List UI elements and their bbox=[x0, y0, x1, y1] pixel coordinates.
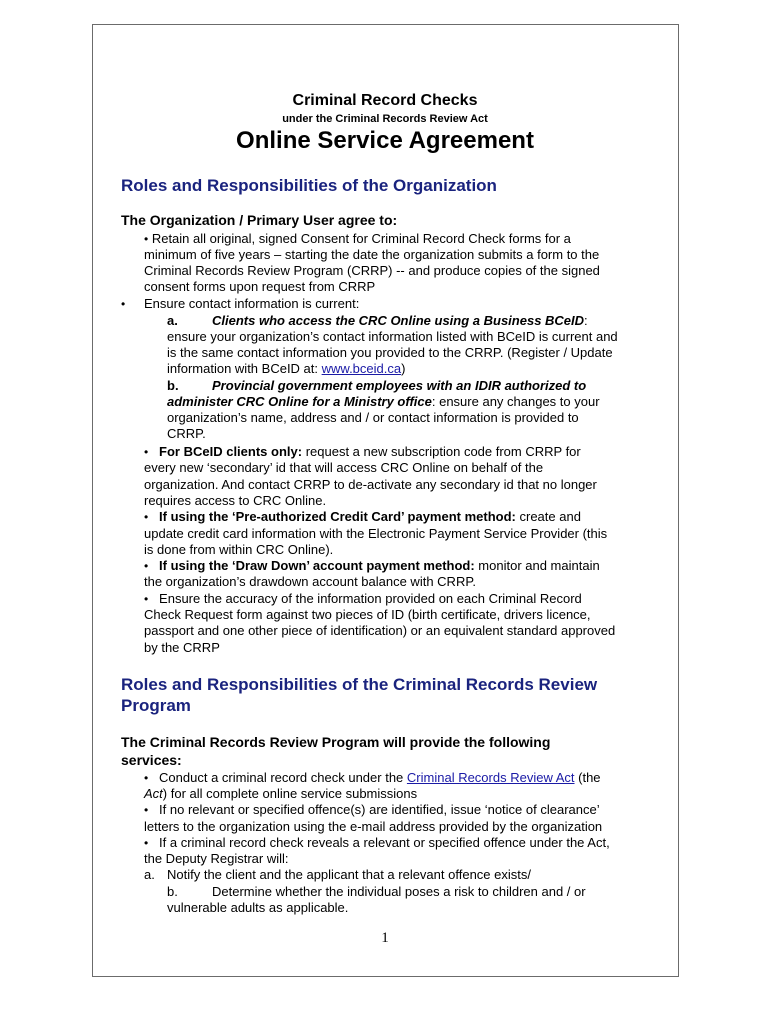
bullet-icon: • bbox=[121, 297, 126, 311]
conduct-bullet-first bbox=[144, 770, 601, 786]
accuracy-first: Ensure the accuracy of the information provided on each Criminal Record bbox=[159, 591, 582, 606]
crra-link[interactable]: Criminal Records Review Act bbox=[406, 770, 575, 785]
accuracy-line: Check Request form against two pieces of ID (birth certificate, drivers licence, bbox=[144, 607, 591, 622]
clearance-line: letters to the organization using the e-mail address provided by the organization bbox=[144, 819, 603, 834]
bullet-icon: • bbox=[144, 510, 149, 524]
item-b-bold-line2: administer CRC Online for a Ministry office bbox=[167, 394, 432, 409]
determine-item-line2: vulnerable adults as applicable. bbox=[167, 900, 349, 915]
crrp-services-heading-line2: services: bbox=[121, 752, 182, 768]
item-a-marker: a. bbox=[167, 313, 178, 328]
bullet-icon: • bbox=[144, 771, 149, 785]
item-a-bold: Clients who access the CRC Online using a Business BCeID bbox=[212, 313, 585, 328]
drawdown-rest: monitor and maintain bbox=[474, 558, 600, 573]
credit-line: is done from within CRC Online). bbox=[144, 542, 334, 557]
ensure-contact-text: Ensure contact information is current: bbox=[144, 296, 360, 311]
crrp-services-heading: The Criminal Records Review Program will provide the following bbox=[121, 734, 551, 750]
item-a-last-line bbox=[167, 361, 405, 377]
clearance-first: If no relevant or specified offence(s) are identified, issue ‘notice of clearance’ bbox=[159, 802, 600, 817]
credit-bold: If using the ‘Pre-authorized Credit Card’ payment method: bbox=[159, 509, 516, 524]
doc-title: Criminal Record Checks bbox=[292, 92, 478, 109]
reveals-first: If a criminal record check reveals a relevant or specified offence under the Act, bbox=[159, 835, 610, 850]
doc-subtitle: under the Criminal Records Review Act bbox=[282, 113, 488, 125]
organization-agree-heading: The Organization / Primary User agree to: bbox=[121, 212, 398, 228]
item-b-rest: : ensure any changes to your bbox=[431, 394, 600, 409]
clearance-bullet-first bbox=[144, 802, 600, 818]
bceid-line: requires access to CRC Online. bbox=[144, 493, 327, 508]
retain-bullet-first bbox=[144, 231, 571, 247]
page-number: 1 bbox=[381, 930, 389, 946]
determine-item-marker: b. bbox=[167, 884, 178, 899]
conduct-line2 bbox=[144, 786, 417, 802]
drawdown-bold: If using the ‘Draw Down’ account payment method: bbox=[159, 558, 475, 573]
reveals-bullet-first bbox=[144, 835, 610, 851]
bullet-icon: • bbox=[144, 445, 149, 459]
accuracy-line: by the CRRP bbox=[144, 640, 220, 655]
accuracy-bullet-first bbox=[144, 591, 582, 607]
retain-text: Retain all original, signed Consent for Criminal Record Check forms for a bbox=[151, 231, 571, 246]
accuracy-line: passport and one other piece of identification) or an equivalent standard approved bbox=[144, 623, 616, 638]
section-heading-crrp: Roles and Responsibilities of the Criminal Records Review bbox=[121, 675, 598, 694]
item-b-marker: b. bbox=[167, 378, 179, 393]
reveals-line: the Deputy Registrar will: bbox=[144, 851, 289, 866]
item-b-bold-line1: Provincial government employees with an IDIR authorized to bbox=[212, 378, 587, 393]
item-b-line: CRRP. bbox=[167, 426, 206, 441]
section-heading-crrp-line2: Program bbox=[121, 696, 191, 715]
item-a-last-prefix: information with BCeID at: bbox=[167, 361, 322, 376]
notify-item-text: Notify the client and the applicant that a relevant offence exists/ bbox=[167, 867, 531, 882]
bullet-icon: • bbox=[144, 592, 149, 606]
conduct-act-italic: Act bbox=[144, 786, 163, 801]
drawdown-line: the organization’s drawdown account balance with CRRP. bbox=[144, 574, 476, 589]
retain-line: consent forms upon request from CRRP bbox=[144, 279, 376, 294]
drawdown-bullet-first bbox=[144, 558, 600, 574]
doc-main-title: Online Service Agreement bbox=[236, 127, 534, 154]
section-heading-organization: Roles and Responsibilities of the Organization bbox=[121, 176, 497, 195]
bceid-line: every new ‘secondary’ id that will access CRC Online on behalf of the bbox=[144, 460, 544, 475]
item-a-line: is the same contact information you provided to the CRRP. (Register / Update bbox=[167, 345, 613, 360]
bceid-link[interactable]: www.bceid.ca bbox=[321, 361, 402, 376]
item-a-line: ensure your organization’s contact information listed with BCeID is current and bbox=[167, 329, 618, 344]
bceid-line: organization. And contact CRRP to de-activate any secondary id that no longer bbox=[144, 477, 597, 492]
bceid-rest: request a new subscription code from CRRP for bbox=[302, 444, 581, 459]
item-a-heading bbox=[212, 313, 588, 329]
bceid-bullet-first bbox=[144, 444, 581, 460]
item-b-line2 bbox=[167, 394, 600, 410]
bullet-icon: • bbox=[144, 559, 149, 573]
credit-rest: create and bbox=[515, 509, 581, 524]
bullet-icon: • bbox=[144, 836, 149, 850]
retain-line: Criminal Records Review Program (CRRP) -- and produce copies of the signed bbox=[144, 263, 600, 278]
conduct-prefix: Conduct a criminal record check under the bbox=[159, 770, 407, 785]
retain-line: minimum of five years – starting the date the organization submits a form to the bbox=[144, 247, 600, 262]
determine-item-text: Determine whether the individual poses a risk to children and / or bbox=[212, 884, 586, 899]
bceid-bold: For BCeID clients only: bbox=[159, 444, 303, 459]
item-a-last-suffix: ) bbox=[401, 361, 406, 376]
credit-bullet-first bbox=[144, 509, 581, 525]
bullet-icon: • bbox=[144, 803, 149, 817]
notify-item-marker: a. bbox=[144, 867, 155, 882]
conduct-suffix: (the bbox=[574, 770, 601, 785]
credit-line: update credit card information with the Electronic Payment Service Provider (this bbox=[144, 526, 608, 541]
bullet-icon: • bbox=[144, 232, 149, 246]
item-b-line: organization’s name, address and / or contact information is provided to bbox=[167, 410, 579, 425]
conduct-line2-rest: ) for all complete online service submissions bbox=[162, 786, 418, 801]
item-a-lead: : bbox=[584, 313, 588, 328]
